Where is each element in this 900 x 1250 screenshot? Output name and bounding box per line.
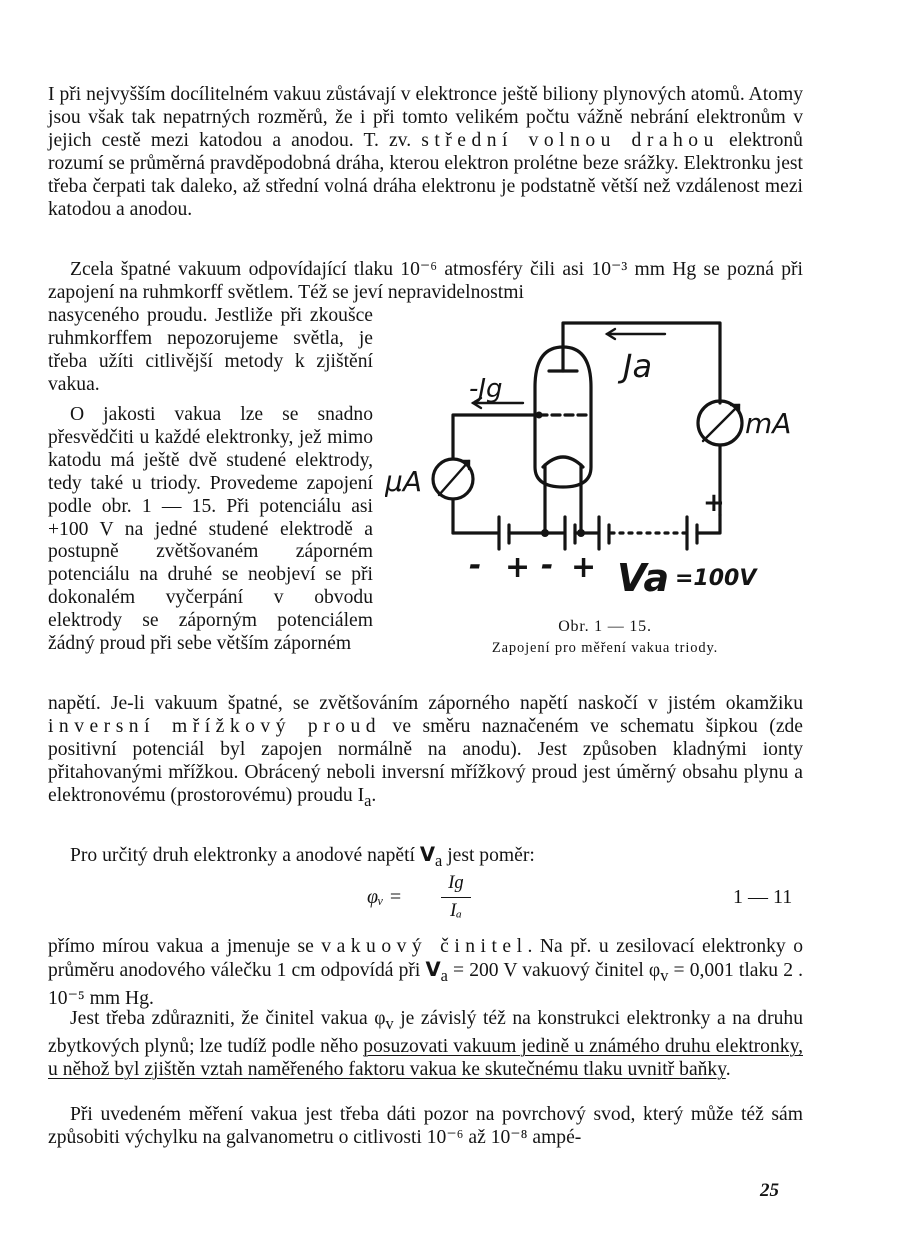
page-number: 25 [760, 1180, 779, 1201]
equation-denominator: Iₐ [450, 900, 462, 921]
fraction-bar [441, 897, 471, 898]
junction-dot [536, 412, 543, 419]
battery-sign: - [541, 548, 554, 583]
meter-needle [703, 405, 739, 441]
paragraph-text: = 200 V vakuový činitel φ [447, 959, 661, 981]
spaced-term-vacuum-factor: vakuový činitel [321, 936, 528, 957]
paragraph-text: jest poměr: [442, 845, 535, 866]
paragraph-text: = 0,001 tlaku 2 . 10⁻⁵ mm Hg. [48, 959, 803, 1009]
label-ja: Ja [623, 347, 653, 385]
label-ma: mA [745, 407, 792, 440]
paragraph-text: napětí. Je-li vakuum špatné, se zvětšováním záporného napětí naskočí v jistém okamžiku [48, 693, 803, 714]
equation-lhs: φᵥ = [367, 886, 403, 908]
equation-fraction [441, 872, 471, 922]
battery-plus-right: + [703, 488, 725, 518]
paragraph-free-path [48, 84, 803, 221]
punctuation: . [371, 784, 377, 806]
spaced-term-inverse-grid-current: inversní mřížkový proud [48, 715, 382, 737]
junction-dot [577, 529, 585, 537]
symbol-anode-voltage: V [425, 957, 441, 981]
paragraph-text: I při nejvyšším docílitelném vakuu zůstávají v elektronce ještě biliony plynových atomů. Atomy jsou však tak nepatrných rozměrů, že i při tomto velikém počtu vážně nebrání elektronům v jejich cestě mezi katodou a anodou. T. zv. [48, 84, 803, 151]
subscript: v [660, 965, 669, 985]
label-va: Va [617, 556, 670, 600]
underlined-text: posuzovati vakuum jedině u známého druhu elektronky, u něhož byl zjištěn vztah naměřeného faktoru vakua ke skutečnému tlaku uvnitř baňky [48, 1035, 803, 1080]
symbol-anode-voltage: V [419, 843, 436, 866]
equation-vacuum-factor [0, 872, 900, 932]
paragraph-text: ve směru naznačeném ve schematu šipkou (zde positivní potenciál byl zapojen normálně na anodu). Jest způsoben kladnými ionty přitahovanými mřížkou. Obrácený neboli inversní mřížkový proud jest úměrný obsahu plynu a elektronovému (prostorovému) proudu I [48, 715, 804, 806]
micro-needle [439, 461, 469, 495]
paragraph-text: Pro určitý druh elektronky a anodové napětí [70, 845, 420, 866]
label-voltage: =100V [675, 566, 757, 591]
paragraph-text: přímo mírou vakua a jmenuje se [48, 936, 322, 957]
paragraph-bad-vacuum: Zcela špatné vakuum odpovídající tlaku 10⁻⁶ atmosféry čili asi 10⁻³ mm Hg se pozná při zapojení na ruhmkorff světlem. Též se jeví nepravidelnostmi [48, 259, 803, 303]
subscript: a [364, 790, 372, 810]
figure-caption-text: Zapojení pro měření vakua triody. [491, 640, 719, 656]
paragraph-ratio-intro [48, 844, 803, 873]
equation-numerator: Iɡ [448, 872, 464, 893]
battery-sign: - [469, 548, 482, 583]
subscript: v [385, 1013, 394, 1033]
label-jg: -Jg [469, 374, 503, 404]
label-micro-a: μA [385, 465, 422, 498]
battery-sign: + [505, 550, 531, 585]
paragraph-text: je závislý též na konstrukci elektronky a na druhu zbytkových plynů; lze tudíž podle něho [48, 1008, 803, 1057]
grid-wire [453, 415, 539, 459]
paragraph-inverse-current [48, 693, 803, 812]
subscript: a [435, 850, 443, 870]
spaced-term-mean-free-path: střední volnou drahou [421, 129, 719, 151]
paragraph-vacuum-factor [48, 936, 803, 1011]
paragraph-text: . Na př. u zesilovací elektronky o průměru anodového válečku 1 cm odpovídá při [48, 936, 803, 981]
subscript: a [440, 965, 448, 985]
figure-caption-number: Obr. 1 — 15. [558, 618, 652, 635]
paragraph-bad-vacuum-cont: nasyceného proudu. Jestliže při zkoušce ruhmkorffem nepozorujeme světla, je třeba užíti citlivější metody k zjištění vakua. [48, 305, 373, 395]
paragraph-vacuum-quality: O jakosti vakua lze se snadno přesvědčiti u každé elektronky, jež mimo katodu má ještě dvě studené elektrody, tedy také u triody. Provedeme zapojení podle obr. 1 — 15. Při potenciálu asi +100 V na jedné studené elektrodě a postupně zvětšovaném záporném potenciálu na druhé se neobjeví se při dokonalém vyčerpání v obvodu elektrody se záporným potenciálem žádný proud při sebe větším záporném [48, 404, 373, 655]
junction-dot [541, 529, 549, 537]
punctuation: . [725, 1058, 731, 1080]
cathode-heater [543, 457, 583, 467]
battery-sign: + [571, 550, 597, 585]
paragraph-surface-leakage: Při uvedeném měření vakua jest třeba dáti pozor na povrchový svod, který může též sám způsobiti výchylku na galvanometru o citlivosti 10⁻⁶ až 10⁻⁸ ampé- [48, 1104, 803, 1148]
paragraph-factor-dependence [48, 1008, 803, 1082]
paragraph-text: elektronů rozumí se průměrná pravděpodobná dráha, kterou elektron prolétne beze srážky. Elektronku jest třeba čerpati tak daleko, až střední volná dráha elektronu je podstatně větší než vzdálenost mezi katodou a anodou. [48, 129, 803, 220]
equation-number: 1 — 11 [733, 886, 793, 908]
paragraph-text: Jest třeba zdůrazniti, že činitel vakua φ [70, 1008, 386, 1029]
circuit-diagram [385, 305, 805, 670]
